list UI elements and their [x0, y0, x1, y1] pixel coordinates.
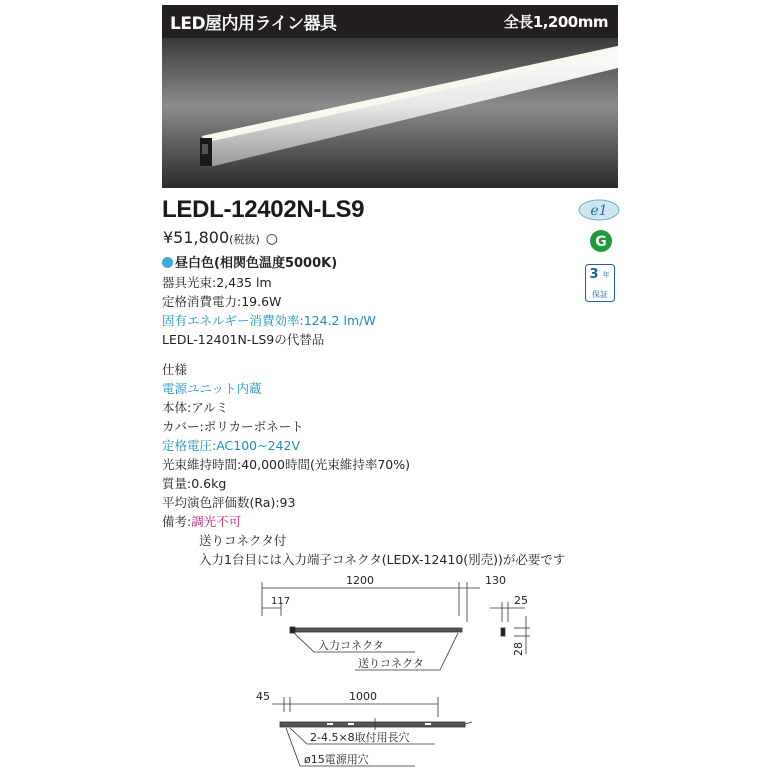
warranty-number: 3	[589, 267, 599, 282]
dim-mount-offset: 45	[256, 690, 270, 703]
remarks-value: 調光不可	[191, 514, 242, 529]
model-number: LEDL-12402N-LS9	[162, 196, 365, 223]
e1-text: e1	[590, 203, 608, 219]
power-unit: 電源ユニット内蔵	[162, 381, 262, 396]
remarks	[162, 512, 241, 530]
label-power-hole: ø15電源用穴	[304, 753, 369, 766]
title-banner	[162, 5, 618, 38]
dim-height: 28	[512, 642, 525, 656]
dim-mount: 1000	[349, 690, 377, 703]
luminous-flux: 器具光束:2,435 lm	[162, 275, 272, 290]
price-line	[163, 228, 278, 247]
label-feed-connector: 送りコネクタ	[358, 657, 424, 670]
category-title: LED屋内用ライン器具	[170, 14, 337, 34]
price-value: ¥51,800	[163, 228, 230, 247]
color-dot-icon	[162, 257, 173, 268]
price-tax-note: (税抜)	[229, 233, 260, 246]
warranty-year: 年	[602, 271, 610, 279]
color-rendering: 平均演色評価数(Ra):93	[162, 495, 296, 510]
warranty-badge-icon	[585, 264, 615, 302]
spec-heading: 仕様	[162, 362, 188, 377]
total-length: 全長1,200mm	[503, 13, 608, 31]
rated-power: 定格消費電力:19.6W	[162, 294, 282, 309]
dim-connector: 130	[485, 574, 506, 587]
price-mark: ○	[265, 231, 278, 247]
note-input-connector: 入力1台目には入力端子コネクタ(LEDX-12410(別売))が必要です	[199, 552, 566, 567]
dim-width: 25	[514, 594, 528, 607]
cover-material: カバー:ポリカーボネート	[162, 419, 304, 434]
dim-total: 1200	[346, 574, 374, 587]
replacement-note: LEDL-12401N-LS9の代替品	[162, 332, 325, 347]
light-color-label: 昼白色(相関色温度5000K)	[175, 256, 338, 271]
energy-efficiency: 固有エネルギー消費効率:124.2 lm/W	[162, 313, 376, 328]
green-mark-icon	[589, 229, 613, 253]
weight: 質量:0.6kg	[162, 476, 227, 491]
light-color	[162, 252, 337, 271]
dim-offset: 117	[271, 596, 291, 607]
e1-badge-icon	[577, 198, 621, 222]
dimension-diagram	[250, 572, 550, 780]
label-input-connector: 入力コネクタ	[318, 639, 384, 652]
note-feed-connector: 送りコネクタ付	[199, 533, 287, 548]
remarks-label: 備考:	[162, 514, 192, 529]
green-mark-text: G	[595, 234, 607, 250]
body-material: 本体:アルミ	[162, 400, 229, 415]
product-photo	[162, 38, 618, 188]
label-mount-hole: 2-4.5×8取付用長穴	[310, 731, 410, 744]
lifetime: 光束維持時間:40,000時間(光束維持率70%)	[162, 457, 410, 472]
rated-voltage: 定格電圧:AC100~242V	[162, 438, 301, 453]
warranty-label: 保証	[592, 290, 608, 299]
